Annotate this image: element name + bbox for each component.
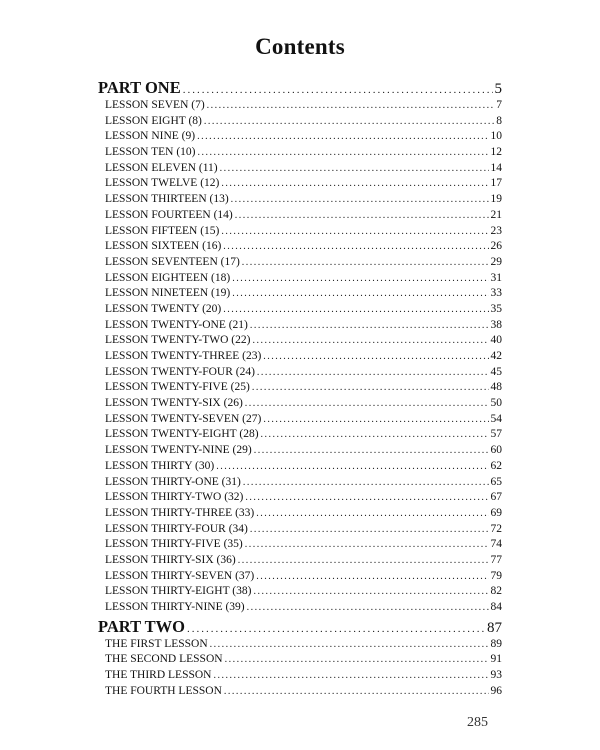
dot-leader	[207, 100, 495, 111]
dot-leader	[224, 686, 489, 697]
toc-entry-page: 42	[490, 350, 502, 362]
toc-entry-page: 96	[490, 684, 502, 697]
dot-leader	[232, 288, 488, 299]
dot-leader	[225, 654, 489, 665]
dot-leader	[263, 351, 488, 362]
toc-entry	[98, 523, 502, 539]
dot-leader	[256, 571, 488, 582]
toc-entry-label: LESSON ELEVEN (11)	[105, 161, 218, 174]
toc-entry-label: PART ONE	[98, 78, 181, 97]
dot-leader	[245, 398, 489, 409]
dot-leader	[252, 382, 489, 393]
toc-entry-page: 50	[490, 397, 502, 410]
toc-entry-page: 69	[490, 506, 502, 519]
toc-entry	[98, 146, 502, 162]
toc-entry-page: 67	[490, 491, 502, 504]
dot-leader	[232, 273, 488, 284]
toc-entry-page: 74	[490, 538, 502, 551]
toc-entry-page: 77	[490, 553, 502, 566]
dot-leader	[216, 461, 488, 472]
dot-leader	[231, 194, 489, 205]
toc-entry-label: LESSON SIXTEEN (16)	[105, 240, 222, 253]
toc-entry-page: 89	[490, 637, 502, 650]
toc-entry-label: LESSON TWENTY (20)	[105, 302, 222, 315]
toc-entry	[98, 669, 502, 685]
toc-entry-label: LESSON TWENTY-FOUR (24)	[105, 365, 255, 378]
toc-entry-page: 23	[490, 224, 502, 237]
toc-entry-label: LESSON SEVENTEEN (17)	[105, 255, 240, 268]
toc-entry	[98, 397, 502, 413]
toc-entry-page: 79	[490, 569, 502, 582]
toc-entry	[98, 428, 502, 444]
toc-entry-label: LESSON SEVEN (7)	[105, 99, 205, 111]
toc-entry-label: LESSON THIRTY-ONE (31)	[105, 475, 241, 488]
toc-entry	[98, 287, 502, 303]
toc-entry-page: 40	[490, 334, 502, 347]
toc-entry-label: LESSON TWENTY-SIX (26)	[105, 397, 243, 410]
toc-entry-label: THE SECOND LESSON	[105, 653, 223, 666]
toc-entry-label: THE FIRST LESSON	[105, 637, 208, 650]
toc-entry-page: 21	[490, 208, 502, 221]
dot-leader	[223, 304, 488, 315]
toc-entry	[98, 507, 502, 523]
toc-entry-page: 87	[487, 619, 502, 636]
toc-entry-page: 8	[496, 114, 502, 127]
dot-leader	[253, 586, 488, 597]
page-title: Contents	[255, 34, 345, 59]
toc-entry-label: LESSON TWENTY-FIVE (25)	[105, 381, 250, 394]
toc-entry-page: 82	[490, 585, 502, 598]
toc-entry-page: 65	[490, 475, 502, 488]
toc-entry-page: 93	[490, 669, 502, 682]
toc-entry-page: 7	[496, 99, 502, 111]
toc-entry-page: 31	[490, 271, 502, 284]
dot-leader	[243, 477, 489, 488]
toc-entry	[98, 303, 502, 319]
toc-entry-label: LESSON EIGHTEEN (18)	[105, 271, 231, 284]
toc-entry-page: 62	[490, 459, 502, 472]
dot-leader	[198, 147, 489, 158]
toc-entry	[98, 638, 502, 654]
dot-leader	[238, 555, 489, 566]
toc-entry	[98, 554, 502, 570]
dot-leader	[197, 131, 488, 142]
dot-leader	[221, 178, 488, 189]
toc-entry-label: LESSON THIRTY-SIX (36)	[105, 553, 236, 566]
toc-entry	[98, 653, 502, 669]
toc-entry	[98, 444, 502, 460]
dot-leader	[252, 335, 488, 346]
dot-leader	[204, 116, 494, 127]
dot-leader	[257, 367, 489, 378]
toc-entry-label: LESSON TWENTY-NINE (29)	[105, 444, 252, 457]
toc-entry	[98, 177, 502, 193]
toc-entry-label: LESSON TWENTY-THREE (23)	[105, 350, 262, 362]
dot-leader	[256, 508, 488, 519]
toc-part-entry	[98, 617, 502, 638]
dot-leader	[213, 670, 488, 681]
toc-entry-page: 45	[490, 365, 502, 378]
toc-entry	[98, 350, 502, 366]
toc-entry-label: LESSON THIRTEEN (13)	[105, 193, 229, 206]
toc-entry	[98, 381, 502, 397]
toc-entry-label: THE FOURTH LESSON	[105, 684, 222, 697]
toc-entry-label: LESSON THIRTY-FIVE (35)	[105, 538, 243, 551]
toc-entry-label: LESSON THIRTY (30)	[105, 459, 215, 472]
toc-entry	[98, 476, 502, 492]
toc-entry	[98, 115, 502, 131]
toc-entry-page: 10	[490, 130, 502, 143]
toc-entry	[98, 162, 502, 178]
toc-entry-page: 91	[490, 653, 502, 666]
toc-entry-label: LESSON TEN (10)	[105, 146, 196, 159]
toc-entry	[98, 538, 502, 554]
toc-entry-label: LESSON TWENTY-EIGHT (28)	[105, 428, 259, 441]
toc-entry	[98, 272, 502, 288]
toc-entry-label: LESSON TWELVE (12)	[105, 177, 220, 190]
toc-entry-label: LESSON THIRTY-SEVEN (37)	[105, 569, 255, 582]
dot-leader	[250, 524, 489, 535]
toc-entry-page: 12	[490, 146, 502, 159]
toc-entry-label: LESSON NINETEEN (19)	[105, 287, 231, 300]
toc-entry-page: 33	[490, 287, 502, 300]
toc-entry	[98, 366, 502, 382]
toc-entry	[98, 685, 502, 701]
toc-entry-page: 84	[490, 601, 502, 613]
toc-entry-page: 26	[490, 240, 502, 253]
dot-leader	[247, 602, 489, 613]
toc-entry-page: 72	[490, 522, 502, 535]
toc-entry-label: LESSON TWENTY-ONE (21)	[105, 318, 248, 331]
toc-entry	[98, 99, 502, 115]
toc-entry-label: LESSON EIGHT (8)	[105, 114, 202, 127]
dot-leader	[220, 163, 489, 174]
toc-entry-label: PART TWO	[98, 616, 185, 636]
page-number: 285	[467, 715, 488, 730]
toc-entry	[98, 491, 502, 507]
dot-leader	[223, 241, 488, 252]
dot-leader	[245, 539, 489, 550]
toc-entry-label: LESSON TWENTY-SEVEN (27)	[105, 412, 262, 425]
toc-entry-page: 60	[490, 444, 502, 457]
dot-leader	[210, 639, 489, 650]
toc-entry-page: 14	[490, 161, 502, 174]
dot-leader	[242, 257, 489, 268]
dot-leader	[245, 492, 488, 503]
toc-entry-label: LESSON THIRTY-FOUR (34)	[105, 522, 248, 535]
dot-leader	[235, 210, 489, 221]
toc-entry-page: 54	[490, 412, 502, 425]
toc-entry-page: 29	[490, 255, 502, 268]
dot-leader	[183, 84, 493, 96]
toc-entry-label: LESSON THIRTY-TWO (32)	[105, 491, 244, 504]
toc-entry	[98, 413, 502, 429]
dot-leader	[254, 445, 489, 456]
dot-leader	[250, 320, 489, 331]
toc-entry-page: 5	[494, 81, 502, 97]
toc-part-entry	[98, 78, 502, 99]
toc-entry	[98, 130, 502, 146]
toc-entry-page: 17	[490, 177, 502, 190]
table-of-contents	[98, 78, 502, 700]
toc-entry-page: 38	[490, 318, 502, 331]
toc-entry	[98, 319, 502, 335]
toc-entry	[98, 460, 502, 476]
dot-leader	[187, 623, 485, 635]
toc-entry	[98, 225, 502, 241]
toc-entry	[98, 240, 502, 256]
toc-entry	[98, 256, 502, 272]
toc-entry-label: LESSON THIRTY-THREE (33)	[105, 506, 255, 519]
toc-entry-page: 19	[490, 193, 502, 206]
toc-entry-label: LESSON TWENTY-TWO (22)	[105, 334, 251, 347]
toc-entry-label: LESSON FIFTEEN (15)	[105, 224, 220, 237]
toc-entry-page: 57	[490, 428, 502, 441]
toc-entry-label: LESSON THIRTY-EIGHT (38)	[105, 585, 252, 598]
toc-entry-page: 35	[490, 302, 502, 315]
dot-leader	[261, 429, 489, 440]
dot-leader	[263, 414, 488, 425]
toc-entry-label: THE THIRD LESSON	[105, 669, 212, 682]
toc-entry	[98, 570, 502, 586]
toc-entry	[98, 193, 502, 209]
toc-entry	[98, 209, 502, 225]
toc-entry	[98, 334, 502, 350]
toc-entry-label: LESSON FOURTEEN (14)	[105, 208, 233, 221]
dot-leader	[221, 226, 488, 237]
toc-entry	[98, 585, 502, 601]
toc-entry-label: LESSON THIRTY-NINE (39)	[105, 601, 245, 613]
toc-entry	[98, 601, 502, 617]
toc-entry-page: 48	[490, 381, 502, 394]
toc-entry-label: LESSON NINE (9)	[105, 130, 196, 143]
